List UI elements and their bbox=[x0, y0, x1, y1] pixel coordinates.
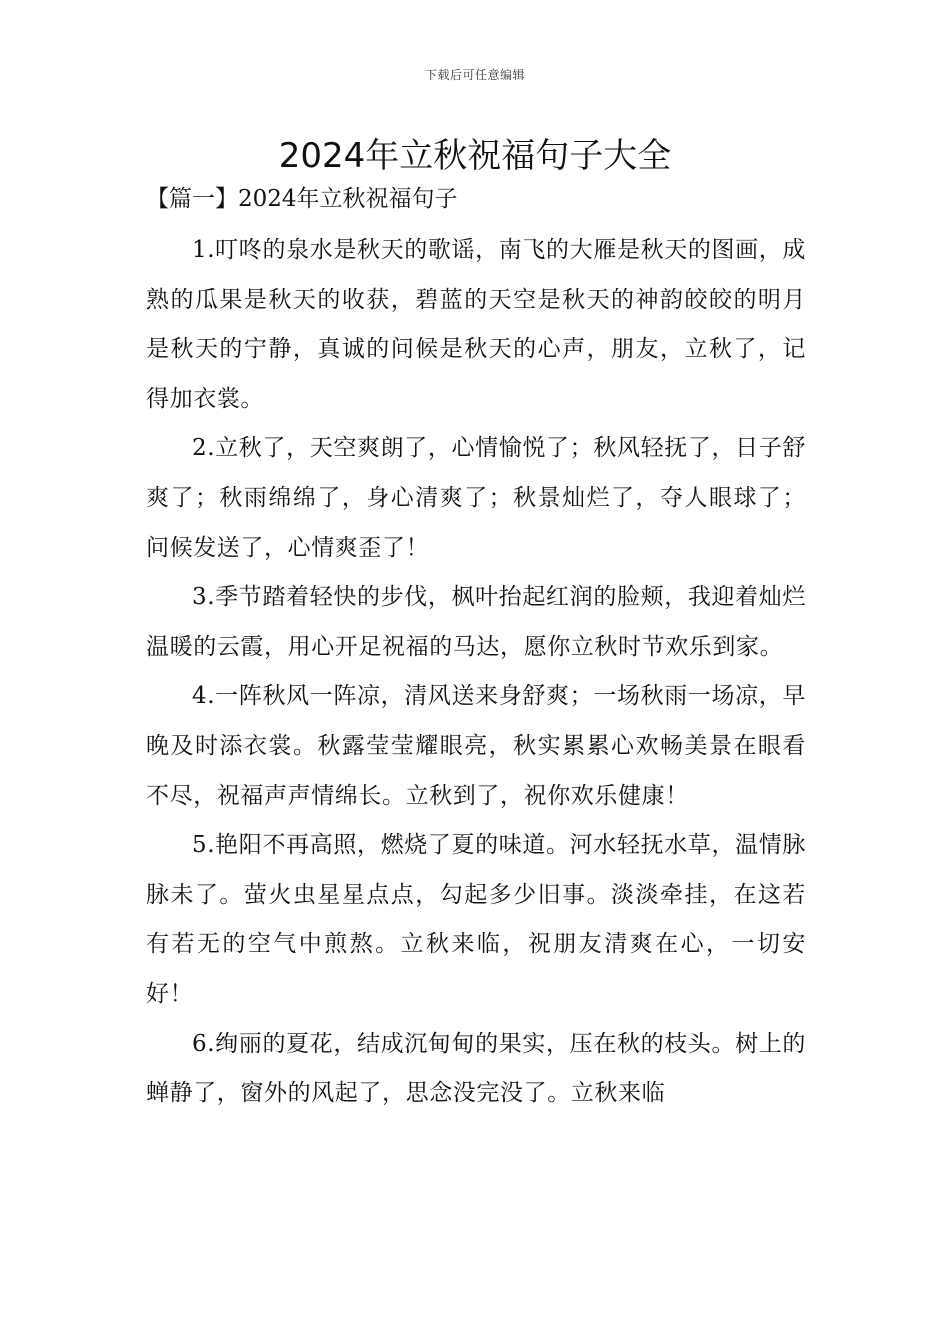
paragraph-1: 1.叮咚的泉水是秋天的歌谣，南飞的大雁是秋天的图画，成熟的瓜果是秋天的收获，碧蓝的天空是秋天的神韵皎皎的明月是秋天的宁静，真诚的问候是秋天的心声，朋友，立秋了，记得加衣裳。 bbox=[146, 237, 806, 412]
paragraph-5: 5.艳阳不再高照，燃烧了夏的味道。河水轻抚水草，温情脉脉未了。萤火虫星星点点，勾起多少旧事。淡淡牵挂，在这若有若无的空气中煎熬。立秋来临，祝朋友清爽在心，一切安好！ bbox=[146, 832, 806, 1007]
document-title: 2024年立秋祝福句子大全 bbox=[278, 136, 672, 176]
header-note: 下载后可任意编辑 bbox=[424, 68, 525, 82]
paragraph-6: 6.绚丽的夏花，结成沉甸甸的果实，压在秋的枝头。树上的蝉静了，窗外的风起了，思念没完没了。立秋来临 bbox=[146, 1030, 806, 1107]
paragraph-2: 2.立秋了，天空爽朗了，心情愉悦了；秋风轻抚了，日子舒爽了；秋雨绵绵了，身心清爽了；秋景灿烂了，夺人眼球了；问候发送了，心情爽歪了！ bbox=[146, 435, 806, 561]
paragraph-3: 3.季节踏着轻快的步伐，枫叶抬起红润的脸颊，我迎着灿烂温暖的云霞，用心开足祝福的马达，愿你立秋时节欢乐到家。 bbox=[146, 584, 806, 660]
paragraph-4: 4.一阵秋风一阵凉，清风送来身舒爽；一场秋雨一场凉，早晚及时添衣裳。秋露莹莹耀眼亮，秋实累累心欢畅美景在眼看不尽，祝福声声情绵长。立秋到了，祝你欢乐健康！ bbox=[146, 683, 806, 809]
document-body bbox=[146, 226, 806, 1119]
section-heading: 【篇一】2024年立秋祝福句子 bbox=[146, 186, 458, 212]
